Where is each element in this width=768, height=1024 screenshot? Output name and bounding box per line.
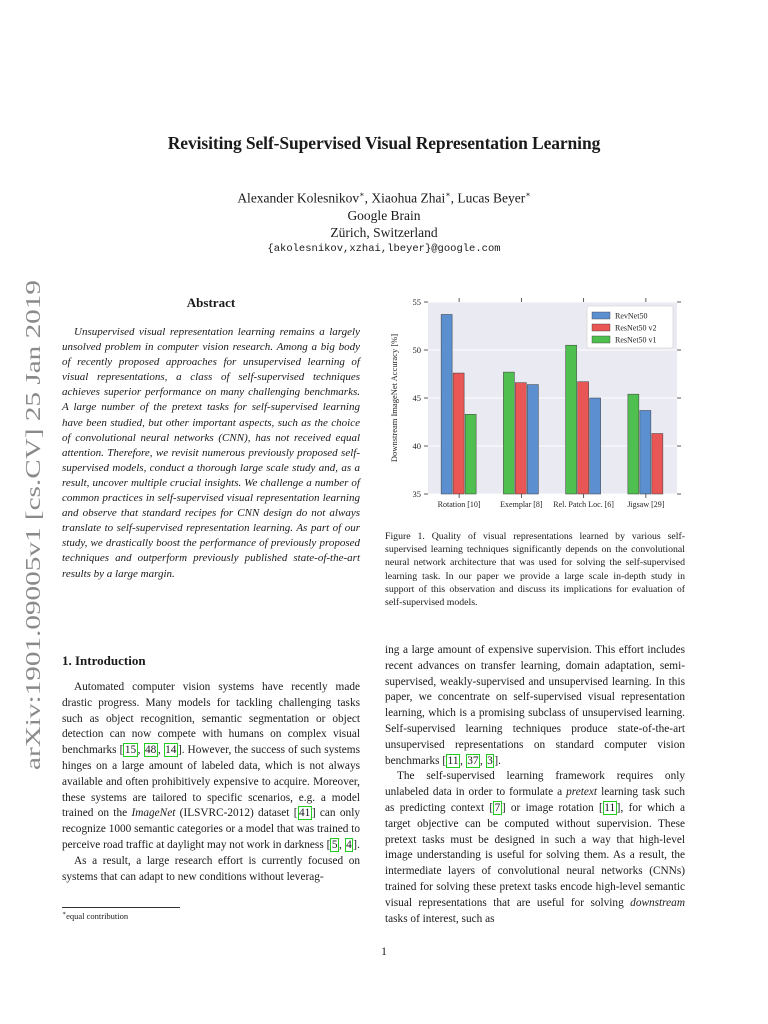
author-block [0, 186, 768, 241]
bar-chart [385, 295, 685, 515]
author-mark-2: ∗ [445, 190, 451, 199]
legend-swatch [592, 324, 610, 331]
intro-left-column [62, 680, 360, 885]
arxiv-stamp-text: arXiv:1901.09005v1 [cs.CV] 25 Jan 2019 [21, 417, 45, 770]
citation-link[interactable]: 37 [467, 754, 479, 767]
citation-link[interactable]: 41 [299, 807, 311, 820]
author-mark-3: ∗ [525, 190, 531, 199]
right-paragraph-2: The self-supervised learning framework requires only unlabeled data in order to formulate a pretext learning task such as predicting context [ 7 ] or image rotation [ 11 ], for which a target objective can be computed without supervision. These pretext tasks must be designed in such a way that high-level image understanding is useful for solving them. As a result, the intermediate layers of convolutional neural networks (CNNs) trained for solving these pretext tasks encode high-level semantic visual representations that are useful for solving downstream tasks of interest, such as [385, 770, 686, 925]
citation-link[interactable]: 7 [494, 801, 501, 814]
bar [652, 434, 663, 494]
citation-link[interactable]: 5 [331, 838, 338, 851]
bar [527, 385, 538, 494]
legend-label: ResNet50 v2 [615, 323, 657, 333]
citation-link[interactable]: 11 [604, 801, 616, 814]
intro-right-column [385, 643, 685, 927]
bar [578, 382, 589, 494]
author-names [0, 186, 768, 207]
legend-swatch [592, 336, 610, 343]
bar [441, 314, 452, 494]
figure-1-caption: Figure 1. Quality of visual representations learned by various self-supervised learning techniques significantly depends on the convolutional neural network architecture that was used for solving the self-supervised learning task. In our paper we provide a large scale in-depth study in support of this observation and discuss its implications for evaluation of self-supervised models. [385, 531, 685, 609]
abstract-text: Unsupervised visual representation learning remains a largely unsolved problem in computer vision research. Among a big body of recently proposed approaches for unsupervised learning of visual representations, a class of self-supervised techniques achieves superior performance on many challenging benchmarks. A large number of the pretext tasks for self-supervised learning have been studied, but other important aspects, such as the choice of convolutional neural networks (CNN), has not received equal attention. Therefore, we revisit numerous previously proposed self-supervised models, conduct a thorough large scale study and, as a result, uncover multiple crucial insights. We challenge a number of common practices in self-supervised visual representation learning and observe that standard recipes for CNN design do not always translate to self-supervised representation learning. As part of our study, we drastically boost the performance of previously proposed techniques and outperform previously published state-of-the-art results by a large margin. [62, 326, 360, 580]
y-tick-label: 35 [412, 489, 421, 499]
citation-link[interactable]: 14 [165, 744, 177, 757]
intro-paragraph-2: As a result, a large research effort is currently focused on systems that can adapt to new conditions without leverag- [62, 854, 360, 883]
page-number: 1 [381, 946, 387, 958]
figure-1-chart [385, 295, 685, 515]
y-tick-label: 55 [412, 297, 421, 307]
bar [590, 398, 601, 494]
right-paragraph-1: ing a large amount of expensive supervision. This effort includes recent advances on transfer learning, domain adaptation, semi-supervised, weakly-supervised and unsupervised learning. In this paper, we concentrate on self-supervised visual representation learning, which is a promising subclass of unsupervised learning. Self-supervised learning techniques produce state-of-the-art unsupervised representations on standard computer vision benchmarks [ 11 , 37 , 3 ]. [385, 644, 685, 767]
y-tick-label: 40 [412, 441, 421, 451]
footnote-mark: ∗ [62, 911, 67, 917]
legend-swatch [592, 312, 610, 319]
author-2: , Xiaohua Zhai [364, 190, 446, 206]
author-3: , Lucas Beyer [450, 190, 526, 206]
y-tick-label: 45 [412, 393, 421, 403]
paper-title: Revisiting Self-Supervised Visual Representation Learning [167, 133, 601, 153]
citation-link[interactable]: 11 [447, 754, 459, 767]
bar [628, 394, 639, 494]
bar [465, 414, 476, 494]
section-heading-introduction: 1. Introduction [62, 653, 146, 668]
y-tick-label: 50 [412, 345, 421, 355]
x-tick-label: Exemplar [8] [500, 500, 543, 509]
author-mark-1: ∗ [359, 190, 365, 199]
author-emails: {akolesnikov,xzhai,lbeyer}@google.com [267, 243, 501, 255]
citation-link[interactable]: 48 [145, 744, 157, 757]
affiliation: Google Brain [347, 207, 421, 223]
abstract-heading: Abstract [186, 295, 236, 310]
y-axis-label: Downstream ImageNet Accuracy [%] [389, 333, 399, 463]
citation-link[interactable]: 15 [124, 744, 137, 757]
bar [640, 410, 651, 494]
legend-label: ResNet50 v1 [615, 335, 657, 345]
citation-link[interactable]: 4 [346, 838, 352, 851]
intro-paragraph-1: Automated computer vision systems have recently made drastic progress. Many models for tackling challenging tasks such as object recognition, semantic segmentation or object detection can now compete with humans on complex visual benchmarks [ 15 , 48 , 14 ]. However, the success of such systems hinges on a large amount of labeled data, which is not always available and often prohibitively expensive to acquire. Moreover, these systems are tailored to specific scenarios, e.g. a model trained on the ImageNet (ILSVRC-2012) dataset [ 41 ] can only recognize 1000 semantic categories or a model that was trained to perceive road traffic at daylight may not work in darkness [ 5 , 4 ]. [62, 681, 360, 851]
legend-label: RevNet50 [615, 311, 648, 321]
location: Zürich, Switzerland [330, 224, 438, 240]
x-tick-label: Jigsaw [29] [627, 500, 665, 509]
bar [503, 372, 514, 494]
footnote [62, 910, 128, 921]
footnote-rule [62, 907, 180, 908]
bar [566, 345, 577, 494]
x-tick-label: Rotation [10] [437, 500, 481, 509]
bar [453, 373, 464, 494]
x-tick-label: Rel. Patch Loc. [6] [553, 500, 614, 509]
author-1: Alexander Kolesnikov [237, 190, 360, 206]
citation-link[interactable]: 3 [487, 754, 493, 767]
arxiv-stamp [4, 274, 54, 774]
footnote-text: equal contribution [66, 910, 129, 921]
bar [515, 383, 526, 494]
